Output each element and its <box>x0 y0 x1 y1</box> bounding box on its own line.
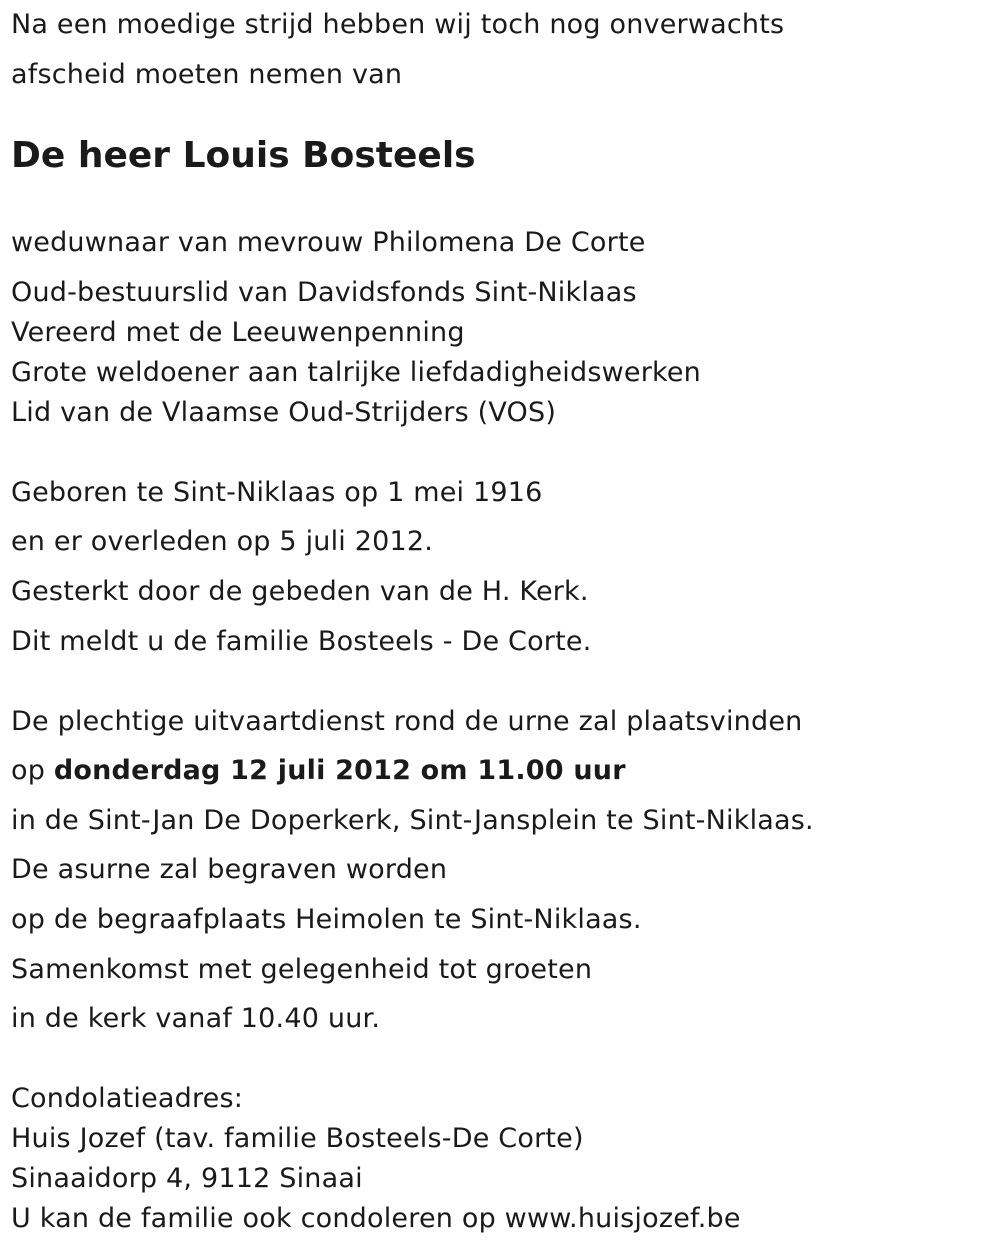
church-line: Gesterkt door de gebeden van de H. Kerk. <box>11 576 589 607</box>
service-location: in de Sint-Jan De Doperkerk, Sint-Jansplein te Sint-Niklaas. <box>11 805 814 836</box>
condolence-address-2: Sinaaidorp 4, 9112 Sinaai <box>11 1163 363 1194</box>
intro-line-1: Na een moedige strijd hebben wij toch nog onverwachts <box>11 9 785 40</box>
died-line: en er overleden op 5 juli 2012. <box>11 526 434 557</box>
intro-line-2: afscheid moeten nemen van <box>11 59 403 90</box>
service-intro: De plechtige uitvaartdienst rond de urne zal plaatsvinden <box>11 706 803 737</box>
gathering-line-2: in de kerk vanaf 10.40 uur. <box>11 1003 381 1034</box>
service-date-prefix: op <box>11 755 54 786</box>
service-date-line <box>11 754 626 788</box>
title-line-1: Oud-bestuurslid van Davidsfonds Sint-Niklaas <box>11 277 637 308</box>
condolence-address-1: Huis Jozef (tav. familie Bosteels-De Corte) <box>11 1123 584 1154</box>
burial-line-1: De asurne zal begraven worden <box>11 854 448 885</box>
title-line-4: Lid van de Vlaamse Oud-Strijders (VOS) <box>11 397 557 428</box>
deceased-name: De heer Louis Bosteels <box>11 135 476 176</box>
service-date: donderdag 12 juli 2012 om 11.00 uur <box>53 755 626 786</box>
gathering-line-1: Samenkomst met gelegenheid tot groeten <box>11 954 593 985</box>
condolence-online: U kan de familie ook condoleren op www.huisjozef.be <box>11 1203 741 1234</box>
condolence-label: Condolatieadres: <box>11 1083 244 1114</box>
title-line-2: Vereerd met de Leeuwenpenning <box>11 317 465 348</box>
born-line: Geboren te Sint-Niklaas op 1 mei 1916 <box>11 477 543 508</box>
title-line-3: Grote weldoener aan talrijke liefdadigheidswerken <box>11 357 701 388</box>
family-line: Dit meldt u de familie Bosteels - De Corte. <box>11 626 592 657</box>
burial-line-2: op de begraafplaats Heimolen te Sint-Niklaas. <box>11 904 642 935</box>
widower-line: weduwnaar van mevrouw Philomena De Corte <box>11 227 646 258</box>
